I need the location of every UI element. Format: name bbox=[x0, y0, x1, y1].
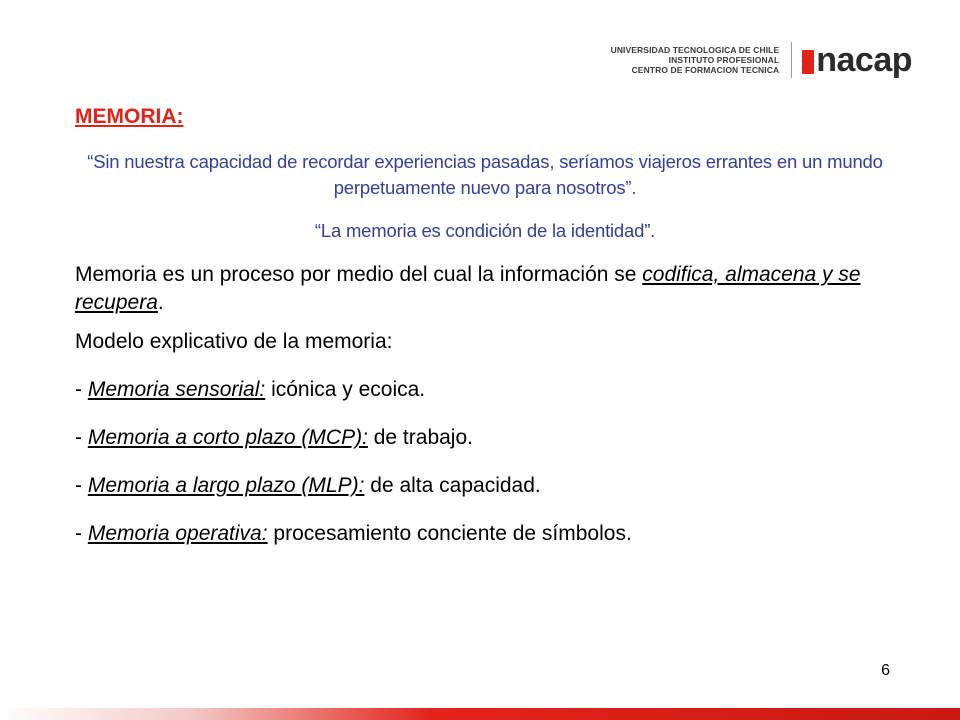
logo-divider bbox=[791, 42, 792, 78]
memory-type-item bbox=[75, 424, 895, 452]
definition-term: codifica, almacena y se recupera bbox=[75, 263, 861, 314]
slide-content bbox=[75, 103, 895, 548]
logo-institution-text bbox=[611, 45, 780, 75]
logo-line-center: CENTRO DE FORMACION TECNICA bbox=[631, 65, 780, 75]
memory-type-description: de alta capacidad. bbox=[364, 474, 541, 497]
logo-wordmark-text: nacap bbox=[816, 41, 912, 79]
memory-type-description: icónica y ecoica. bbox=[265, 378, 426, 401]
slide-title: MEMORIA: bbox=[75, 105, 184, 128]
memory-type-term: Memoria sensorial: bbox=[87, 378, 266, 401]
definition-suffix: . bbox=[157, 291, 164, 314]
memory-type-term: Memoria operativa: bbox=[87, 522, 268, 545]
logo-wordmark bbox=[802, 43, 912, 77]
quote-first: “Sin nuestra capacidad de recordar experiencias pasadas, seríamos viajeros errantes en un mundo perpetuamente nuevo para nosotros”. bbox=[87, 151, 883, 198]
memory-type-term: Memoria a largo plazo (MLP): bbox=[87, 474, 365, 497]
logo-line-university: UNIVERSIDAD TECNOLOGICA DE CHILE bbox=[610, 45, 780, 55]
model-heading: Modelo explicativo de la memoria: bbox=[75, 330, 393, 353]
memory-type-term: Memoria a corto plazo (MCP): bbox=[87, 426, 368, 449]
list-dash: - bbox=[75, 426, 88, 449]
memory-type-item bbox=[75, 520, 895, 548]
memory-type-description: procesamiento conciente de símbolos. bbox=[267, 522, 632, 545]
memory-type-description: de trabajo. bbox=[367, 426, 473, 449]
definition-prefix: Memoria es un proceso por medio del cual la información se bbox=[75, 263, 643, 286]
footer-accent-bar bbox=[0, 708, 960, 720]
logo-line-institute: INSTITUTO PROFESIONAL bbox=[668, 55, 780, 65]
memory-type-item bbox=[75, 472, 895, 500]
list-dash: - bbox=[75, 474, 88, 497]
logo-i-mark-icon bbox=[802, 50, 814, 74]
list-dash: - bbox=[75, 378, 88, 401]
page-number: 6 bbox=[881, 662, 890, 679]
memory-type-item bbox=[75, 376, 895, 404]
institution-logo bbox=[611, 38, 912, 82]
list-dash: - bbox=[75, 522, 88, 545]
quote-second: “La memoria es condición de la identidad”. bbox=[314, 220, 656, 241]
memory-definition bbox=[75, 261, 895, 317]
